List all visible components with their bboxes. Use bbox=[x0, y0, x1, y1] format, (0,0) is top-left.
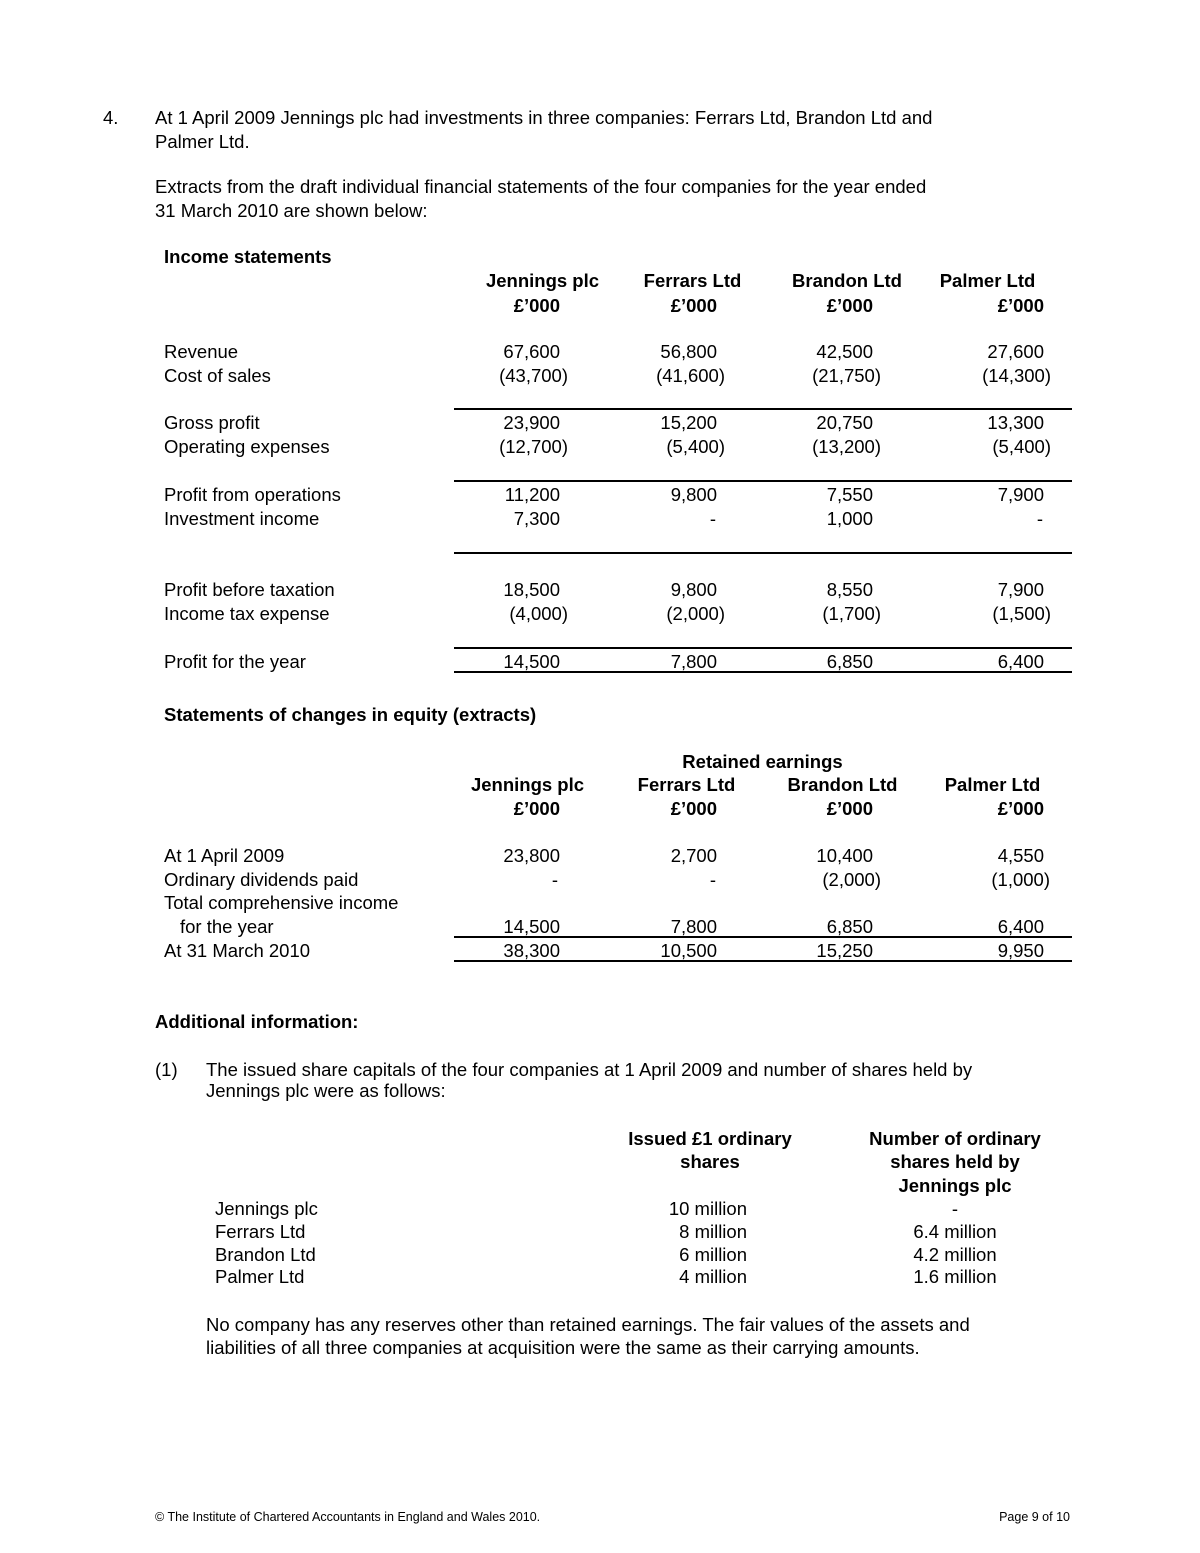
column-unit: £’000 bbox=[513, 295, 560, 316]
cell-value: (1,000) bbox=[991, 869, 1050, 890]
cell-value: 9,800 bbox=[670, 579, 717, 600]
cell-value: 6,400 bbox=[997, 651, 1044, 672]
cell-value: 42,500 bbox=[816, 341, 873, 362]
cell-value: 2,700 bbox=[670, 845, 717, 866]
note-text: liabilities of all three companies at acquisition were the same as their carrying amounts. bbox=[206, 1337, 920, 1358]
row-label: Revenue bbox=[164, 341, 239, 362]
row-label: Ordinary dividends paid bbox=[164, 869, 359, 890]
share-row-company: Palmer Ltd bbox=[215, 1266, 305, 1287]
cell-value: - bbox=[709, 869, 716, 890]
row-label: Profit for the year bbox=[164, 651, 306, 672]
cell-value: 6,400 bbox=[997, 916, 1044, 937]
table-rule bbox=[454, 936, 1072, 938]
column-header-brandon: Brandon Ltd bbox=[787, 774, 898, 795]
cell-value: - bbox=[551, 869, 558, 890]
share-table-header-issued: Issued £1 ordinary bbox=[628, 1128, 792, 1149]
row-label: Operating expenses bbox=[164, 436, 330, 457]
cell-value: 9,950 bbox=[997, 940, 1044, 961]
share-row-company: Brandon Ltd bbox=[215, 1244, 316, 1265]
cell-value: 7,800 bbox=[670, 651, 717, 672]
cell-value: 10,400 bbox=[816, 845, 873, 866]
cell-value: 27,600 bbox=[987, 341, 1044, 362]
table-rule bbox=[454, 408, 1072, 410]
cell-value: (5,400) bbox=[666, 436, 725, 457]
share-table-header-held: shares held by bbox=[890, 1151, 1020, 1172]
share-table-header-issued: shares bbox=[680, 1151, 740, 1172]
cell-value: 18,500 bbox=[503, 579, 560, 600]
column-header-jennings: Jennings plc bbox=[470, 774, 585, 795]
cell-value: 67,600 bbox=[503, 341, 560, 362]
share-table-header-held: Jennings plc bbox=[898, 1175, 1012, 1196]
footer-page-number: Page 9 of 10 bbox=[999, 1510, 1070, 1524]
row-label: Cost of sales bbox=[164, 365, 271, 386]
column-unit: £’000 bbox=[997, 295, 1044, 316]
column-header-ferrars: Ferrars Ltd bbox=[637, 774, 736, 795]
cell-value: (2,000) bbox=[822, 869, 881, 890]
cell-value: 4,550 bbox=[997, 845, 1044, 866]
cell-value: 10,500 bbox=[660, 940, 717, 961]
cell-value: (1,500) bbox=[992, 603, 1051, 624]
cell-value: 15,250 bbox=[816, 940, 873, 961]
intro-text: At 1 April 2009 Jennings plc had investments in three companies: Ferrars Ltd, Brandon Ltd and bbox=[155, 107, 933, 128]
cell-value: (43,700) bbox=[499, 365, 568, 386]
cell-value: 6,850 bbox=[826, 916, 873, 937]
item-text: The issued share capitals of the four companies at 1 April 2009 and number of shares held by bbox=[206, 1059, 973, 1080]
cell-value: 7,900 bbox=[997, 484, 1044, 505]
table-rule bbox=[454, 671, 1072, 673]
cell-value: (41,600) bbox=[656, 365, 725, 386]
cell-value: 23,900 bbox=[503, 412, 560, 433]
table-rule bbox=[454, 480, 1072, 482]
cell-value: 7,300 bbox=[513, 508, 560, 529]
cell-value: 7,900 bbox=[997, 579, 1044, 600]
column-unit: £’000 bbox=[826, 295, 873, 316]
cell-value: 7,800 bbox=[670, 916, 717, 937]
cell-value: (12,700) bbox=[499, 436, 568, 457]
column-unit: £’000 bbox=[826, 798, 873, 819]
cell-value: (21,750) bbox=[812, 365, 881, 386]
row-label: Investment income bbox=[164, 508, 320, 529]
share-row-held: - bbox=[951, 1198, 959, 1219]
column-header-jennings: Jennings plc bbox=[485, 270, 600, 291]
column-header-ferrars: Ferrars Ltd bbox=[643, 270, 742, 291]
cell-value: - bbox=[709, 508, 716, 529]
question-number: 4. bbox=[103, 107, 119, 128]
extracts-text: 31 March 2010 are shown below: bbox=[155, 200, 428, 221]
table-rule bbox=[454, 960, 1072, 962]
column-unit: £’000 bbox=[513, 798, 560, 819]
column-header-brandon: Brandon Ltd bbox=[792, 270, 902, 291]
cell-value: 14,500 bbox=[503, 916, 560, 937]
cell-value: 23,800 bbox=[503, 845, 560, 866]
row-label: At 31 March 2010 bbox=[164, 940, 311, 961]
row-label: Profit before taxation bbox=[164, 579, 335, 600]
row-label: for the year bbox=[180, 916, 274, 937]
additional-info-title: Additional information: bbox=[155, 1011, 359, 1032]
cell-value: 38,300 bbox=[503, 940, 560, 961]
cell-value: 8,550 bbox=[826, 579, 873, 600]
cell-value: - bbox=[1036, 508, 1043, 529]
note-text: No company has any reserves other than retained earnings. The fair values of the assets and bbox=[206, 1314, 970, 1335]
cell-value: (14,300) bbox=[982, 365, 1051, 386]
table-rule bbox=[454, 552, 1072, 554]
item-marker: (1) bbox=[155, 1059, 178, 1080]
income-statements-title: Income statements bbox=[164, 246, 332, 267]
share-row-held: 1.6 million bbox=[913, 1266, 997, 1287]
row-label: At 1 April 2009 bbox=[164, 845, 285, 866]
cell-value: 7,550 bbox=[826, 484, 873, 505]
share-row-issued: 10 million bbox=[668, 1198, 747, 1219]
changes-in-equity-title: Statements of changes in equity (extracts) bbox=[164, 704, 537, 725]
column-unit: £’000 bbox=[670, 798, 717, 819]
item-text: Jennings plc were as follows: bbox=[206, 1080, 446, 1101]
cell-value: 56,800 bbox=[660, 341, 717, 362]
cell-value: (13,200) bbox=[812, 436, 881, 457]
cell-value: 15,200 bbox=[660, 412, 717, 433]
cell-value: 11,200 bbox=[504, 484, 560, 505]
share-row-issued: 4 million bbox=[679, 1266, 747, 1287]
row-label: Income tax expense bbox=[164, 603, 330, 624]
footer-copyright: © The Institute of Chartered Accountants in England and Wales 2010. bbox=[155, 1510, 541, 1524]
share-row-company: Ferrars Ltd bbox=[215, 1221, 306, 1242]
share-row-company: Jennings plc bbox=[215, 1198, 318, 1219]
cell-value: 14,500 bbox=[503, 651, 560, 672]
intro-text: Palmer Ltd. bbox=[155, 131, 250, 152]
cell-value: 1,000 bbox=[826, 508, 873, 529]
cell-value: 13,300 bbox=[987, 412, 1044, 433]
column-unit: £’000 bbox=[670, 295, 717, 316]
row-label: Profit from operations bbox=[164, 484, 341, 505]
cell-value: (4,000) bbox=[509, 603, 568, 624]
share-row-held: 4.2 million bbox=[913, 1244, 997, 1265]
share-row-held: 6.4 million bbox=[913, 1221, 997, 1242]
share-table-header-held: Number of ordinary bbox=[869, 1128, 1041, 1149]
column-unit: £’000 bbox=[997, 798, 1044, 819]
cell-value: (1,700) bbox=[822, 603, 881, 624]
extracts-text: Extracts from the draft individual financial statements of the four companies for the year ended bbox=[155, 176, 927, 197]
cell-value: (2,000) bbox=[666, 603, 725, 624]
column-header-palmer: Palmer Ltd bbox=[944, 774, 1041, 795]
retained-earnings-header: Retained earnings bbox=[682, 751, 843, 772]
share-row-issued: 6 million bbox=[679, 1244, 747, 1265]
cell-value: 6,850 bbox=[826, 651, 873, 672]
table-rule bbox=[454, 647, 1072, 649]
cell-value: 9,800 bbox=[670, 484, 717, 505]
row-label: Gross profit bbox=[164, 412, 260, 433]
share-row-issued: 8 million bbox=[679, 1221, 747, 1242]
column-header-palmer: Palmer Ltd bbox=[939, 270, 1036, 291]
row-label: Total comprehensive income bbox=[164, 892, 399, 913]
cell-value: (5,400) bbox=[992, 436, 1051, 457]
cell-value: 20,750 bbox=[816, 412, 873, 433]
